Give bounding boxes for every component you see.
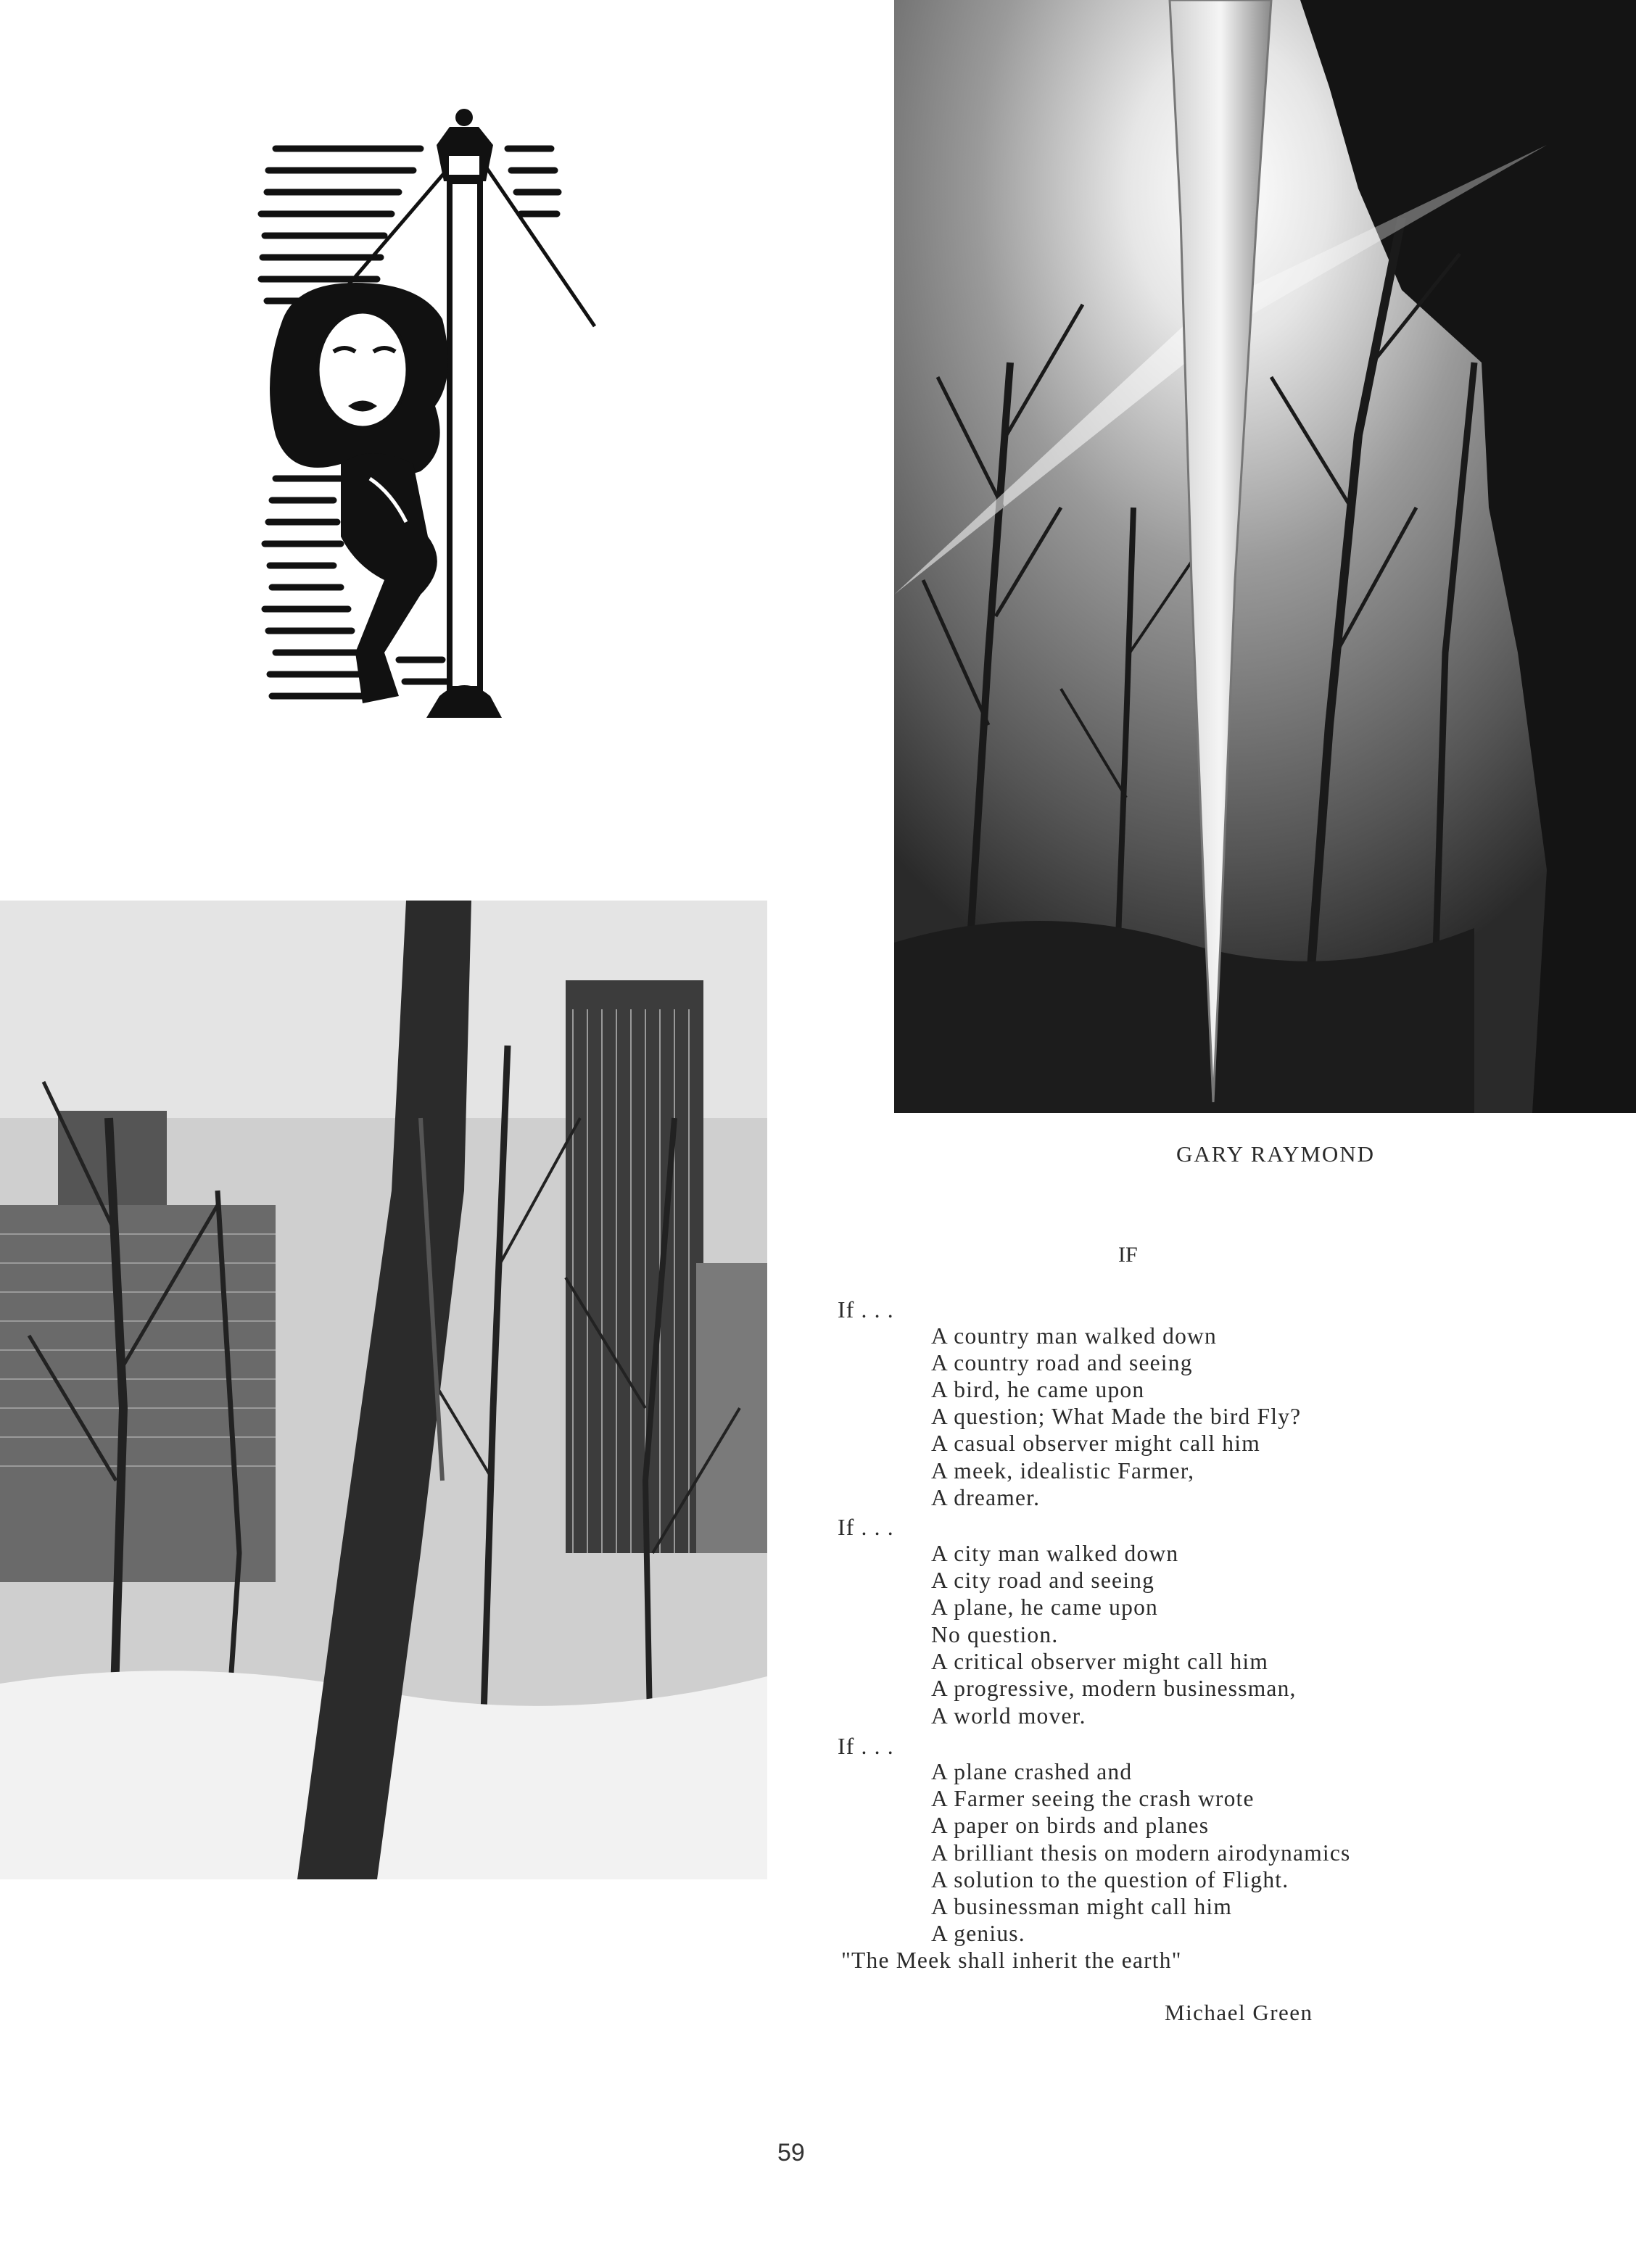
- stanza-2-line: A city road and seeing: [931, 1568, 1155, 1593]
- stanza-2-line: No question.: [931, 1622, 1059, 1647]
- photo-credit: GARY RAYMOND: [1176, 1141, 1376, 1167]
- stanza-3-line: A plane crashed and: [931, 1759, 1133, 1784]
- stanza-3-line: A brilliant thesis on modern airodynamics: [931, 1840, 1351, 1866]
- stanza-1-line: A bird, he came upon: [931, 1377, 1145, 1402]
- page-number: 59: [777, 2139, 805, 2166]
- stanza-3-line: A solution to the question of Flight.: [931, 1867, 1289, 1892]
- stanza-1-line: A casual observer might call him: [931, 1431, 1260, 1456]
- stanza-2-line: A plane, he came upon: [931, 1594, 1158, 1620]
- stanza-1-lead: If . . .: [838, 1297, 894, 1323]
- stanza-3-line: A genius.: [931, 1921, 1025, 1946]
- poem-closing-line: "The Meek shall inherit the earth": [841, 1948, 1182, 1973]
- poem-author: Michael Green: [1165, 2000, 1313, 2025]
- stanza-1-line: A country road and seeing: [931, 1350, 1193, 1375]
- stanza-1-line: A dreamer.: [931, 1485, 1041, 1510]
- stanza-1-line: A country man walked down: [931, 1323, 1217, 1349]
- poem-title: IF: [1118, 1243, 1138, 1267]
- stanza-2-line: A city man walked down: [931, 1541, 1179, 1566]
- stanza-3-lead: If . . .: [838, 1734, 894, 1759]
- stanza-3-line: A businessman might call him: [931, 1894, 1233, 1919]
- stanza-1-line: A question; What Made the bird Fly?: [931, 1404, 1302, 1429]
- stanza-2-line: A critical observer might call him: [931, 1649, 1269, 1674]
- stanza-3-line: A Farmer seeing the crash wrote: [931, 1786, 1255, 1811]
- stanza-2-line: A world mover.: [931, 1703, 1086, 1729]
- stanza-2-lead: If . . .: [838, 1515, 894, 1540]
- stanza-3-line: A paper on birds and planes: [931, 1813, 1210, 1838]
- stanza-1-line: A meek, idealistic Farmer,: [931, 1458, 1195, 1483]
- stanza-2-line: A progressive, modern businessman,: [931, 1676, 1297, 1701]
